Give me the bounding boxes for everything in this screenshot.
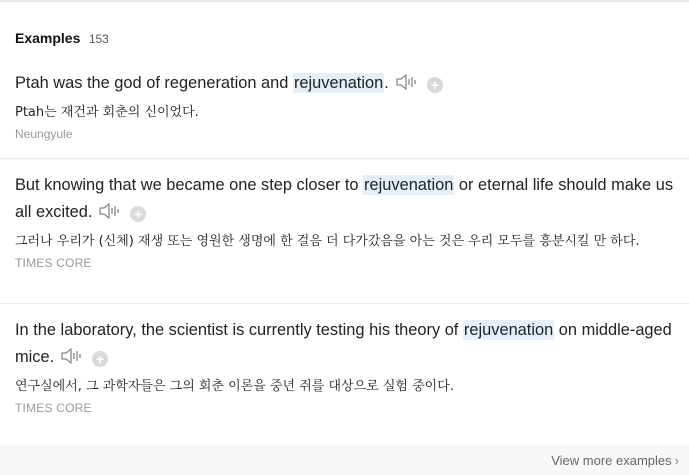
- example-source: TIMES CORE: [15, 401, 92, 415]
- example-divider: [0, 158, 689, 159]
- keyword-highlight[interactable]: rejuvenation: [364, 176, 454, 194]
- example-source: TIMES CORE: [15, 256, 92, 270]
- chevron-right-icon: ›: [674, 453, 679, 468]
- sentence-text: or eternal life should make us all excited.: [15, 176, 674, 221]
- sentence-text: .: [384, 74, 389, 92]
- example-translation: 연구실에서, 그 과학자들은 그의 회춘 이론을 중년 쥐를 대상으로 실험 중이다.: [15, 379, 454, 394]
- examples-header: [15, 30, 109, 50]
- sentence-text: on middle-aged mice.: [15, 321, 672, 366]
- example-translation: Ptah는 재건과 회춘의 신이었다.: [15, 105, 199, 120]
- top-divider: [0, 0, 689, 2]
- example-sentence: [15, 172, 680, 229]
- example-sentence: [15, 317, 680, 374]
- examples-title: Examples: [15, 30, 81, 46]
- speaker-icon[interactable]: [98, 202, 122, 229]
- example-item: [0, 172, 689, 270]
- example-item: [0, 70, 689, 141]
- example-divider: [0, 303, 689, 304]
- speaker-icon[interactable]: [60, 347, 84, 374]
- sentence-text: But knowing that we became one step closer to: [15, 176, 364, 194]
- add-to-wordbook-icon[interactable]: +: [92, 351, 108, 367]
- examples-footer: [0, 445, 689, 475]
- keyword-highlight[interactable]: rejuvenation: [463, 321, 554, 339]
- examples-count: 153: [88, 32, 109, 46]
- sentence-text: Ptah was the god of regeneration and: [15, 74, 293, 92]
- example-item: [0, 317, 689, 415]
- view-more-label: View more examples: [551, 453, 672, 468]
- example-sentence: [15, 70, 680, 100]
- example-source: Neungyule: [15, 127, 73, 141]
- add-to-wordbook-icon[interactable]: +: [427, 77, 443, 93]
- view-more-examples-link[interactable]: [551, 453, 679, 468]
- sentence-text: In the laboratory, the scientist is currently testing his theory of: [15, 321, 463, 339]
- add-to-wordbook-icon[interactable]: +: [130, 206, 146, 222]
- example-translation: 그러나 우리가 (신체) 재생 또는 영원한 생명에 한 걸음 더 다가갔음을 아는 것은 우리 모두를 흥분시킬 만 하다.: [15, 234, 640, 249]
- speaker-icon[interactable]: [395, 73, 419, 100]
- keyword-highlight[interactable]: rejuvenation: [293, 74, 384, 92]
